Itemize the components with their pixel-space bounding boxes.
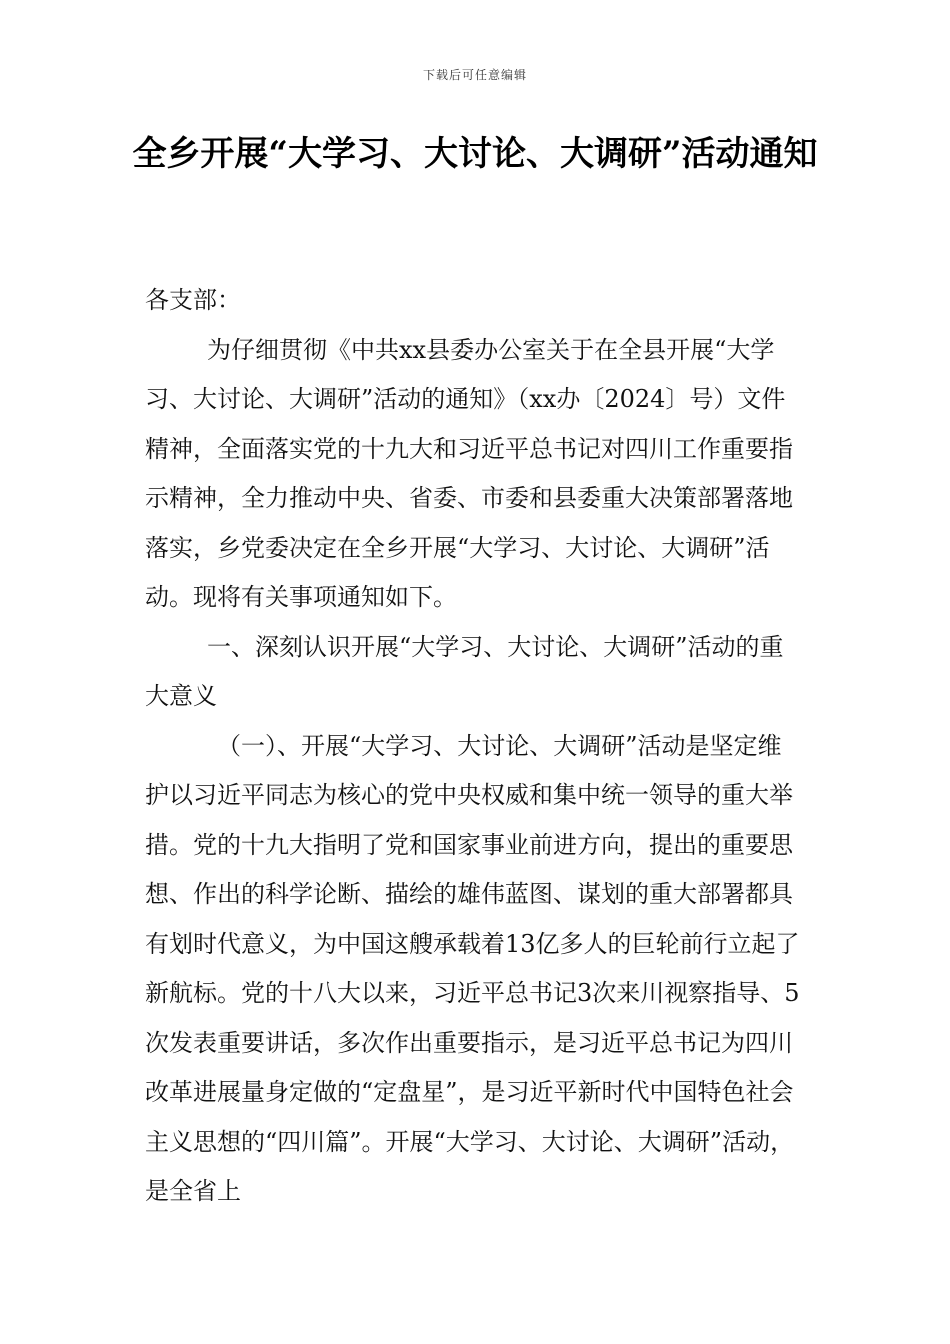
watermark-text: 下载后可任意编辑 <box>422 68 527 82</box>
paragraph-intro: 为仔细贯彻《中共xx县委办公室关于在全县开展“大学习、大讨论、大调研”活动的通知》（xx办〔2024〕号）文件精神，全面落实党的十九大和习近平总书记对四川工作重要指示精神，全力推动中央、省委、市委和县委重大决策部署落地落实，乡党委决定在全乡开展“大学习、大讨论、大调研”活动。现将有关事项通知如下。 <box>145 335 793 611</box>
section-heading-1: 一、深刻认识开展“大学习、大讨论、大调研”活动的重大意义 <box>145 632 784 710</box>
paragraph-subsection-1: （一）、开展“大学习、大讨论、大调研”活动是坚定维护以习近平同志为核心的党中央权威和集中统一领导的重大举措。党的十九大指明了党和国家事业前进方向，提出的重要思想、作出的科学论断、描绘的雄伟蓝图、谋划的重大部署都具有划时代意义，为中国这艘承载着13亿多人的巨轮前行立起了新航标。党的十八大以来，习近平总书记3次来川视察指导、5次发表重要讲话，多次作出重要指示，是习近平总书记为四川改革进展量身定做的“定盘星”，是习近平新时代中国特色社会主义思想的“四川篇”。开展“大学习、大讨论、大调研”活动，是全省上 <box>145 731 800 1205</box>
document-body <box>145 276 805 1217</box>
document-title: 全乡开展“大学习、大讨论、大调研”活动通知 <box>132 134 818 174</box>
salutation: 各支部： <box>145 286 241 314</box>
